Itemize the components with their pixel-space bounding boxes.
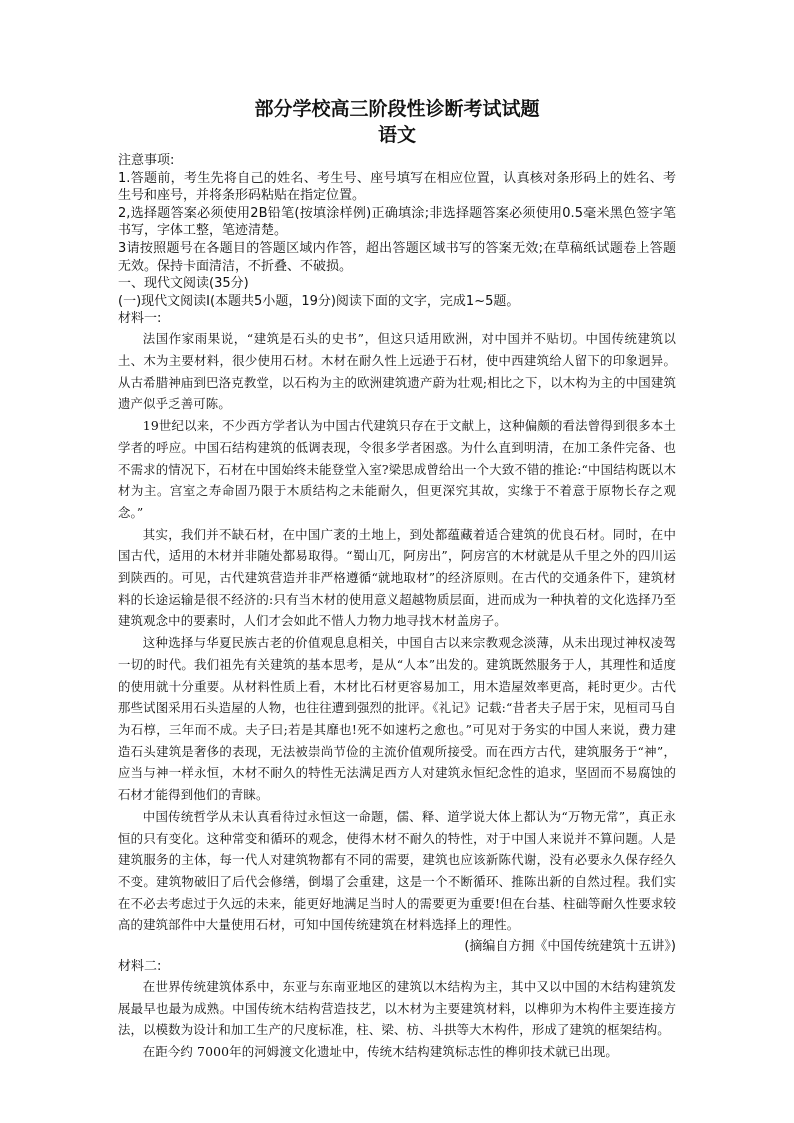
paragraph: 这种选择与华夏民族古老的价值观息息相关，中国自古以来宗教观念淡薄，从未出现过神权凌驾一切的时代。我们祖先有关建筑的基本思考，是从“人本”出发的。建筑既然服务于人，其理性和适度的使用就十分重要。从材料性质上看，木材比石材更容易加工，用木造屋效率更高，耗时更少。古代那些试图采用石头造屋的人物，也往往遭到强烈的批评。《礼记》记载:“昔者夫子居于宋，见桓司马自为石椁，三年而不成。夫子曰;若是其靡也!死不如速朽之愈也。”可见对于务实的中国人来说，费力建造石头建筑是奢侈的表现，无法被崇尚节俭的主流价值观所接受。而在西方古代，建筑服务于“神”，应当与神一样永恒，木材不耐久的特性无法满足西方人对建筑永恒纪念性的追求，坚固而不易腐蚀的石材才能得到他们的青睐。 — [118, 635, 676, 803]
material-1-label: 材料一: — [118, 311, 162, 327]
paragraph: 中国传统哲学从未认真看待过永恒这一命题，儒、释、道学说大体上都认为“万物无常”，真正永恒的只有变化。这种常变和循环的观念，使得木材不耐久的特性，对于中国人来说并不算问题。人是建筑服务的主体，每一代人对建筑物都有不同的需要，建筑也应该新陈代谢，没有必要永久保存经久不变。建筑物破旧了后代会修缮，倒塌了会重建，这是一个不断循环、推陈出新的自然过程。我们实在不必去考虑过于久远的未来，能更好地满足当时人的需要更为重要!但在台基、柱础等耐久性要求较高的建筑部件中大量使用石材，可知中国传统建筑在材料选择上的理性。 — [118, 808, 676, 933]
material-1-body — [118, 328, 676, 936]
paragraph: 其实，我们并不缺石材，在中国广袤的土地上，到处都蕴藏着适合建筑的优良石材。同时，在中国古代，适用的木材并非随处都易取得。“蜀山兀，阿房出”，阿房宫的木材就是从千里之外的四川运到陕西的。可见，古代建筑营造并非严格遵循“就地取材”的经济原则。在古代的交通条件下，建筑材料的长途运输是很不经济的:只有当木材的使用意义超越物质层面，进而成为一种执着的文化选择乃至建筑观念中的要素时，人们才会如此不惜人力物力地寻找木材盖房子。 — [118, 526, 676, 629]
exam-title: 部分学校高三阶段性诊断考试试题 — [254, 98, 540, 120]
paragraph: 法国作家雨果说，“建筑是石头的史书”，但这只适用欧洲，对中国并不贴切。中国传统建筑以土、木为主要材料，很少使用石材。木材在耐久性上远逊于石材，使中西建筑给人留下的印象迥异。从古希腊神庙到巴洛克教堂，以石构为主的欧洲建筑遗产蔚为壮观;相比之下，以木构为主的中国建筑遗产似乎乏善可陈。 — [118, 331, 676, 412]
material-1-source: (摘编自方拥《中国传统建筑十五讲》) — [464, 939, 676, 955]
notice-item: 1.答题前，考生先将自己的姓名、考生号、座号填写在相应位置，认真核对条形码上的姓名、考生号和座号，并将条形码粘贴在指定位置。 — [118, 170, 676, 204]
notice-block — [118, 152, 676, 275]
material-2-label: 材料二: — [118, 959, 162, 975]
paragraph: 19世纪以来，不少西方学者认为中国古代建筑只存在于文献上，这种偏颇的看法曾得到很多本土学者的呼应。中国石结构建筑的低调表现，令很多学者困惑。为什么直到明清，在加工条件完备、也不需求的情况下，石材在中国始终未能登堂入室?梁思成曾给出一个大致不错的推论:“中国结构既以木材为主。宫室之寿命固乃限于木质结构之未能耐久，但更深究其故，实缘于不着意于原物长存之观念。” — [118, 418, 676, 520]
section-heading: 一、现代文阅读(35分) — [118, 276, 249, 292]
notice-item: 2,选择题答案必须使用2B铅笔(按填涂样例)正确填涂;非选择题答案必须使用0.5毫米黑色签字笔书写，字体工整，笔迹清楚。 — [118, 205, 676, 239]
material-2-body — [118, 976, 676, 1063]
notice-heading: 注意事项: — [118, 153, 175, 168]
paragraph: 在世界传统建筑体系中，东亚与东南亚地区的建筑以木结构为主，其中又以中国的木结构建筑发展最早也最为成熟。中国传统木结构营造技艺，以木材为主要建筑材料，以榫卯为木构件主要连接方法，以模数为设计和加工生产的尺度标准，柱、梁、枋、斗拱等大木构件，形成了建筑的框架结构。 — [118, 979, 676, 1038]
section-subheading: (一)现代文阅读I(本题共5小题，19分)阅读下面的文字，完成1~5题。 — [118, 293, 520, 309]
notice-item: 3请按照题号在各题目的答题区域内作答，超出答题区域书写的答案无效;在草稿纸试题卷上答题无效。保持卡面清洁，不折叠、不破损。 — [118, 240, 676, 274]
subject-title: 语文 — [377, 124, 416, 146]
section-header — [118, 275, 676, 310]
paragraph: 在距今约 7000年的河姆渡文化遗址中，传统木结构建筑标志性的榫卯技术就已出现。 — [142, 1044, 618, 1060]
